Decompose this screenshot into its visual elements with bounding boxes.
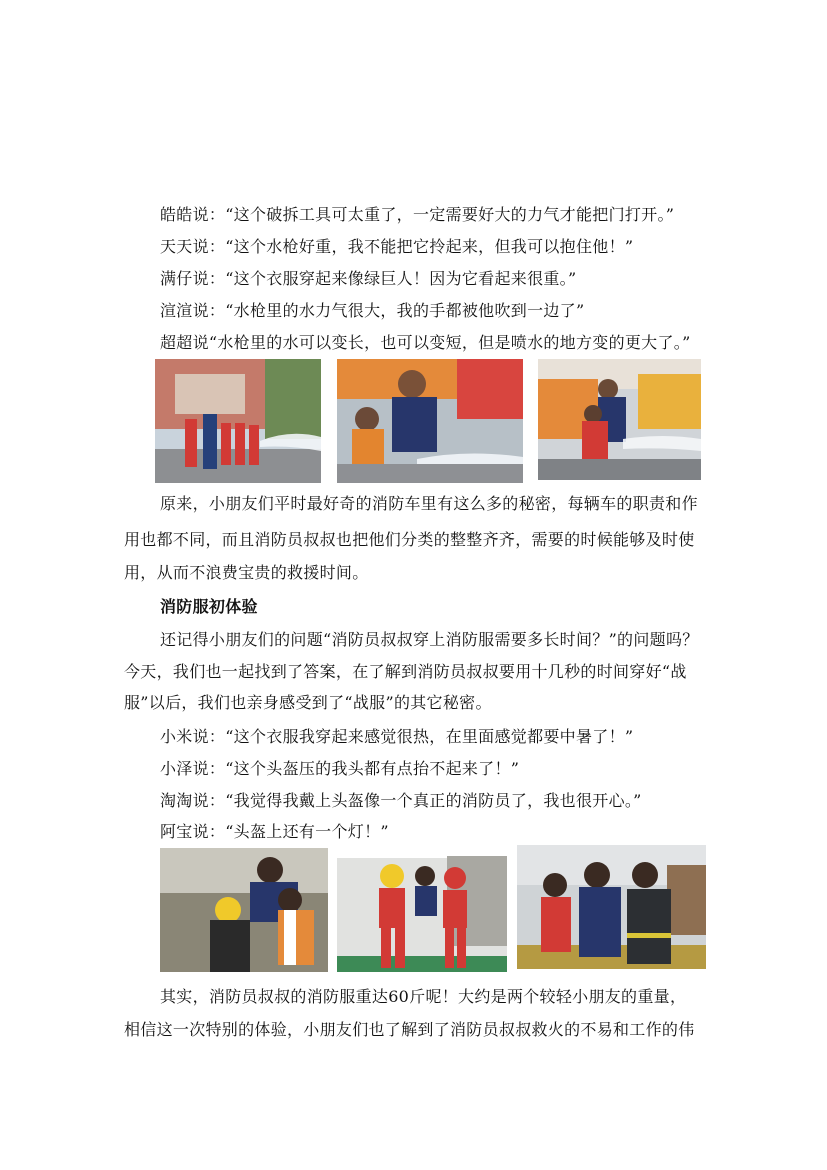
quote-manzai: 满仔说：“这个衣服穿起来像绿巨人！因为它看起来很重。”: [160, 269, 577, 288]
photo-children-in-uniforms: [337, 846, 507, 972]
quote-taotao: 淘淘说：“我觉得我戴上头盔像一个真正的消防员了，我也很开心。”: [160, 791, 642, 810]
photo-firefighter-dressing-child: [517, 845, 706, 969]
paragraph-3-line-2: 相信这一次特别的体验，小朋友们也了解到了消防员叔叔救火的不易和工作的伟: [124, 1020, 695, 1039]
photo-hose-spraying-group: [155, 359, 321, 483]
paragraph-2-line-2: 今天，我们也一起找到了答案，在了解到消防员叔叔要用十几秒的时间穿好“战: [124, 662, 687, 681]
photo-child-spraying-water: [538, 359, 701, 480]
quote-xiaomi: 小米说：“这个衣服我穿起来感觉很热，在里面感觉都要中暑了！”: [160, 727, 634, 746]
paragraph-1-line-1: 原来，小朋友们平时最好奇的消防车里有这么多的秘密，每辆车的职责和作: [160, 494, 698, 513]
section-heading: 消防服初体验: [160, 597, 258, 616]
paragraph-2-line-3: 服”以后，我们也亲身感受到了“战服”的其它秘密。: [124, 693, 492, 712]
quote-xiaoze: 小泽说：“这个头盔压的我头都有点抬不起来了！”: [160, 759, 520, 778]
quote-abao: 阿宝说：“头盔上还有一个灯！”: [160, 822, 389, 841]
paragraph-1-line-3: 用，从而不浪费宝贵的救援时间。: [124, 563, 369, 582]
photo-child-trying-helmet: [160, 848, 328, 972]
paragraph-2-line-1: 还记得小朋友们的问题“消防员叔叔穿上消防服需要多长时间？”的问题吗？: [160, 630, 699, 649]
photo-firefighter-helping-child-hose: [337, 359, 523, 483]
quote-xuanxuan: 渲渲说：“水枪里的水力气很大，我的手都被他吹到一边了”: [160, 301, 585, 320]
paragraph-1-line-2: 用也都不同，而且消防员叔叔也把他们分类的整整齐齐，需要的时候能够及时使: [124, 530, 695, 549]
quote-tiantian: 天天说：“这个水枪好重，我不能把它拎起来，但我可以抱住他！”: [160, 237, 634, 256]
paragraph-3-line-1: 其实，消防员叔叔的消防服重达60斤呢！大约是两个较轻小朋友的重量，: [160, 987, 687, 1006]
quote-haohao: 皓皓说：“这个破拆工具可太重了，一定需要好大的力气才能把门打开。”: [160, 205, 675, 224]
quote-chaochao: 超超说“水枪里的水可以变长，也可以变短，但是喷水的地方变的更大了。”: [160, 333, 691, 352]
